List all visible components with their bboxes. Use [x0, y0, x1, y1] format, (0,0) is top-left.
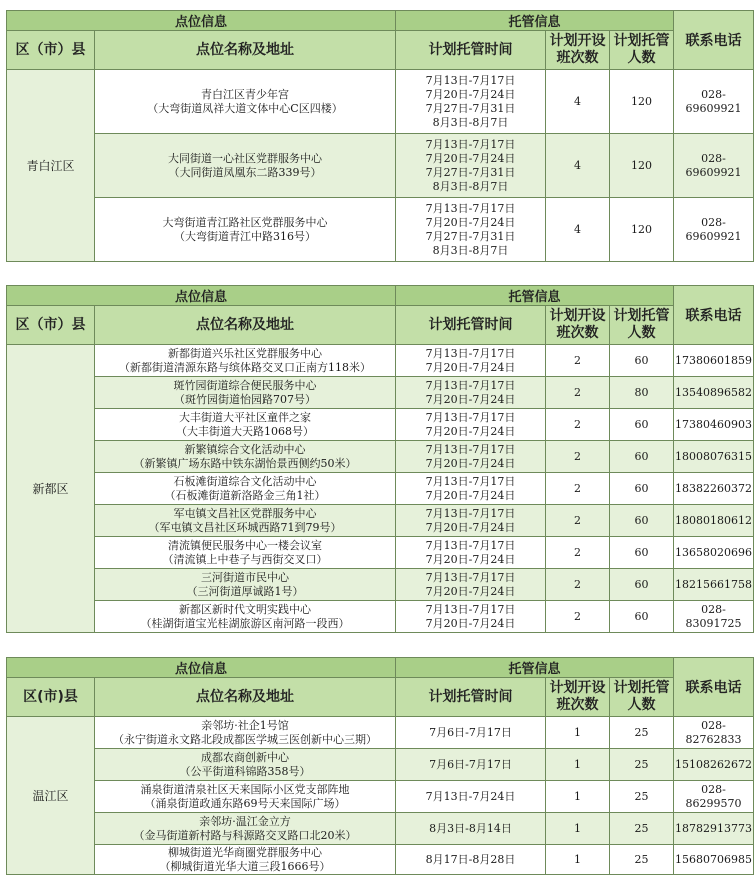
header-custody-info: 托管信息	[396, 286, 674, 306]
time-cell: 7月13日-7月24日	[396, 781, 546, 813]
header-district: 区（市）县	[7, 306, 95, 345]
phone-cell: 18080180612	[674, 505, 754, 537]
time-cell	[396, 441, 546, 473]
location-cell	[95, 717, 396, 749]
phone-cell: 13658020696	[674, 537, 754, 569]
header-people: 计划托管人数	[610, 31, 674, 70]
time-cell	[396, 345, 546, 377]
location-address: （军屯镇文昌社区环城西路71到79号）	[148, 520, 342, 534]
classes-cell: 4	[546, 70, 610, 134]
district-cell: 新都区	[7, 345, 95, 633]
table-wenjiang	[6, 657, 754, 875]
location-cell	[95, 781, 396, 813]
phone-cell: 028-86299570	[674, 781, 754, 813]
classes-cell: 2	[546, 377, 610, 409]
time-slot: 7月20日-7月24日	[425, 392, 516, 406]
table-row	[7, 601, 754, 633]
people-cell: 60	[610, 473, 674, 505]
phone-cell: 18215661758	[674, 569, 754, 601]
header-classes: 计划开设班次数	[546, 306, 610, 345]
table-row	[7, 473, 754, 505]
header-point-info: 点位信息	[7, 11, 396, 31]
time-slot: 7月20日-7月24日	[425, 87, 516, 101]
location-address: （清流镇上中巷子与西街交叉口）	[162, 552, 328, 566]
location-address: （桂湖街道宝光桂湖旅游区南河路一段西）	[140, 616, 350, 630]
phone-cell: 18382260372	[674, 473, 754, 505]
location-name: 大弯街道青江路社区党群服务中心	[162, 215, 328, 229]
time-slot: 7月20日-7月24日	[425, 424, 516, 438]
people-cell: 60	[610, 345, 674, 377]
location-name: 青白江区青少年宫	[201, 87, 289, 101]
people-cell: 25	[610, 845, 674, 875]
time-cell	[396, 505, 546, 537]
header-point-info: 点位信息	[7, 286, 396, 306]
location-name: 涌泉街道清泉社区天来国际小区党支部阵地	[140, 782, 350, 796]
location-name: 军屯镇文昌社区党群服务中心	[173, 506, 317, 520]
location-address: （大弯街道青江中路316号）	[174, 229, 316, 243]
location-name: 斑竹园街道综合便民服务中心	[173, 378, 317, 392]
people-cell: 60	[610, 569, 674, 601]
time-slot: 7月13日-7月17日	[425, 73, 516, 87]
location-cell	[95, 749, 396, 781]
time-slot: 7月13日-7月17日	[425, 570, 516, 584]
people-cell: 60	[610, 601, 674, 633]
table-row	[7, 749, 754, 781]
location-cell	[95, 845, 396, 875]
time-slot: 7月13日-7月17日	[425, 602, 516, 616]
time-cell: 7月6日-7月17日	[396, 717, 546, 749]
location-cell	[95, 345, 396, 377]
header-district: 区（市）县	[7, 31, 95, 70]
header-custody-info: 托管信息	[396, 658, 674, 678]
header-phone: 联系电话	[674, 286, 754, 345]
time-slot: 7月20日-7月24日	[425, 616, 516, 630]
classes-cell: 2	[546, 601, 610, 633]
time-slot: 7月20日-7月24日	[425, 456, 516, 470]
table-row	[7, 845, 754, 875]
district-cell: 温江区	[7, 717, 95, 875]
table-row	[7, 377, 754, 409]
time-slot: 7月20日-7月24日	[425, 520, 516, 534]
time-slot: 7月27日-7月31日	[425, 101, 516, 115]
table-row	[7, 505, 754, 537]
classes-cell: 1	[546, 717, 610, 749]
location-address: （石板滩街道新洛路金三角1社）	[164, 488, 326, 502]
location-cell	[95, 473, 396, 505]
location-address: （斑竹园街道怡园路707号）	[174, 392, 316, 406]
table-row	[7, 70, 754, 134]
people-cell: 60	[610, 409, 674, 441]
time-slot: 7月27日-7月31日	[425, 229, 516, 243]
time-cell	[396, 601, 546, 633]
header-district: 区(市)县	[7, 678, 95, 717]
header-point-info: 点位信息	[7, 658, 396, 678]
people-cell: 25	[610, 749, 674, 781]
phone-cell: 028-82762833	[674, 717, 754, 749]
phone-cell: 17380460903	[674, 409, 754, 441]
location-cell	[95, 601, 396, 633]
time-slot: 7月13日-7月17日	[425, 506, 516, 520]
time-slot: 7月13日-7月17日	[425, 474, 516, 488]
time-slot: 8月3日-8月7日	[432, 243, 509, 257]
time-slot: 7月20日-7月24日	[425, 552, 516, 566]
header-plan-time: 计划托管时间	[396, 31, 546, 70]
location-cell	[95, 813, 396, 845]
classes-cell: 4	[546, 198, 610, 262]
classes-cell: 4	[546, 134, 610, 198]
table-xindu	[6, 285, 754, 633]
location-address: （大丰街道大天路1068号）	[176, 424, 314, 438]
table-row	[7, 569, 754, 601]
people-cell: 25	[610, 813, 674, 845]
location-address: （新繁镇广场东路中铁东湖怡景西侧约50米）	[133, 456, 357, 470]
time-slot: 7月13日-7月17日	[425, 378, 516, 392]
header-phone: 联系电话	[674, 11, 754, 70]
phone-cell: 15108262672	[674, 749, 754, 781]
time-slot: 7月20日-7月24日	[425, 360, 516, 374]
header-classes: 计划开设班次数	[546, 31, 610, 70]
location-name: 新都街道兴乐社区党群服务中心	[168, 346, 322, 360]
district-cell: 青白江区	[7, 70, 95, 262]
location-name: 亲邻坊·温江金立方	[199, 814, 291, 828]
time-slot: 7月13日-7月17日	[425, 442, 516, 456]
location-cell	[95, 505, 396, 537]
phone-cell: 18782913773	[674, 813, 754, 845]
time-slot: 7月20日-7月24日	[425, 584, 516, 598]
table-row	[7, 537, 754, 569]
time-slot: 7月27日-7月31日	[425, 165, 516, 179]
location-address: （三河街道厚诚路1号）	[186, 584, 304, 598]
people-cell: 60	[610, 537, 674, 569]
time-cell	[396, 377, 546, 409]
location-cell	[95, 441, 396, 473]
time-slot: 7月13日-7月17日	[425, 346, 516, 360]
time-cell: 8月17日-8月28日	[396, 845, 546, 875]
time-slot: 7月13日-7月17日	[425, 538, 516, 552]
table-row	[7, 345, 754, 377]
table-row	[7, 813, 754, 845]
classes-cell: 1	[546, 781, 610, 813]
location-address: （大同街道凤凰东二路339号）	[168, 165, 322, 179]
table-row	[7, 441, 754, 473]
location-name: 亲邻坊·社企1号馆	[201, 718, 289, 732]
time-slot: 8月3日-8月7日	[432, 115, 509, 129]
location-name: 柳城街道光华商圈党群服务中心	[168, 845, 322, 859]
phone-cell: 028-69609921	[674, 198, 754, 262]
phone-cell: 028-83091725	[674, 601, 754, 633]
classes-cell: 1	[546, 845, 610, 875]
table-row	[7, 717, 754, 749]
people-cell: 25	[610, 781, 674, 813]
location-name: 大丰街道大平社区童伴之家	[179, 410, 311, 424]
location-address: （永宁街道永文路北段成都医学城三医创新中心三期）	[113, 732, 377, 746]
table-qingbaijiang	[6, 10, 754, 262]
time-slot: 7月13日-7月17日	[425, 137, 516, 151]
table-row	[7, 134, 754, 198]
location-cell	[95, 409, 396, 441]
header-phone: 联系电话	[674, 658, 754, 717]
location-name: 成都农商创新中心	[201, 750, 289, 764]
header-people: 计划托管人数	[610, 306, 674, 345]
classes-cell: 2	[546, 345, 610, 377]
location-cell	[95, 569, 396, 601]
location-address: （柳城街道光华大道三段1666号）	[159, 859, 331, 873]
time-cell: 8月3日-8月14日	[396, 813, 546, 845]
location-name: 新都区新时代文明实践中心	[179, 602, 311, 616]
classes-cell: 2	[546, 441, 610, 473]
time-cell	[396, 473, 546, 505]
phone-cell: 028-69609921	[674, 134, 754, 198]
time-cell	[396, 70, 546, 134]
location-address: （金马街道新村路与科源路交叉路口北20米）	[133, 828, 357, 842]
time-slot: 7月13日-7月17日	[425, 201, 516, 215]
location-address: （大弯街道凤祥大道文体中心C区四楼）	[147, 101, 343, 115]
time-slot: 7月13日-7月17日	[425, 410, 516, 424]
time-cell	[396, 134, 546, 198]
location-cell	[95, 198, 396, 262]
people-cell: 120	[610, 70, 674, 134]
phone-cell: 15680706985	[674, 845, 754, 875]
location-address: （涌泉街道政通东路69号天来国际广场）	[144, 796, 346, 810]
classes-cell: 2	[546, 473, 610, 505]
location-cell	[95, 377, 396, 409]
phone-cell: 13540896582	[674, 377, 754, 409]
location-cell	[95, 70, 396, 134]
time-cell	[396, 198, 546, 262]
location-name: 新繁镇综合文化活动中心	[184, 442, 306, 456]
header-name-address: 点位名称及地址	[95, 31, 396, 70]
time-cell	[396, 569, 546, 601]
people-cell: 60	[610, 441, 674, 473]
location-name: 清流镇便民服务中心一楼会议室	[168, 538, 322, 552]
time-slot: 7月20日-7月24日	[425, 151, 516, 165]
classes-cell: 2	[546, 537, 610, 569]
location-name: 石板滩街道综合文化活动中心	[173, 474, 317, 488]
time-cell	[396, 409, 546, 441]
time-slot: 8月3日-8月7日	[432, 179, 509, 193]
classes-cell: 2	[546, 569, 610, 601]
classes-cell: 1	[546, 749, 610, 781]
time-cell: 7月6日-7月17日	[396, 749, 546, 781]
location-address: （公平街道科锦路358号）	[179, 764, 311, 778]
people-cell: 80	[610, 377, 674, 409]
phone-cell: 18008076315	[674, 441, 754, 473]
classes-cell: 2	[546, 505, 610, 537]
header-custody-info: 托管信息	[396, 11, 674, 31]
location-cell	[95, 134, 396, 198]
header-plan-time: 计划托管时间	[396, 306, 546, 345]
location-cell	[95, 537, 396, 569]
header-people: 计划托管人数	[610, 678, 674, 717]
classes-cell: 2	[546, 409, 610, 441]
table-row	[7, 781, 754, 813]
location-address: （新都街道清源东路与缤体路交叉口正南方118米）	[119, 360, 371, 374]
phone-cell: 028-69609921	[674, 70, 754, 134]
time-slot: 7月20日-7月24日	[425, 215, 516, 229]
classes-cell: 1	[546, 813, 610, 845]
header-name-address: 点位名称及地址	[95, 678, 396, 717]
location-name: 三河街道市民中心	[201, 570, 289, 584]
table-row	[7, 198, 754, 262]
phone-cell: 17380601859	[674, 345, 754, 377]
people-cell: 120	[610, 198, 674, 262]
table-row	[7, 409, 754, 441]
header-classes: 计划开设班次数	[546, 678, 610, 717]
time-cell	[396, 537, 546, 569]
people-cell: 25	[610, 717, 674, 749]
time-slot: 7月20日-7月24日	[425, 488, 516, 502]
header-name-address: 点位名称及地址	[95, 306, 396, 345]
people-cell: 120	[610, 134, 674, 198]
location-name: 大同街道一心社区党群服务中心	[168, 151, 322, 165]
header-plan-time: 计划托管时间	[396, 678, 546, 717]
people-cell: 60	[610, 505, 674, 537]
